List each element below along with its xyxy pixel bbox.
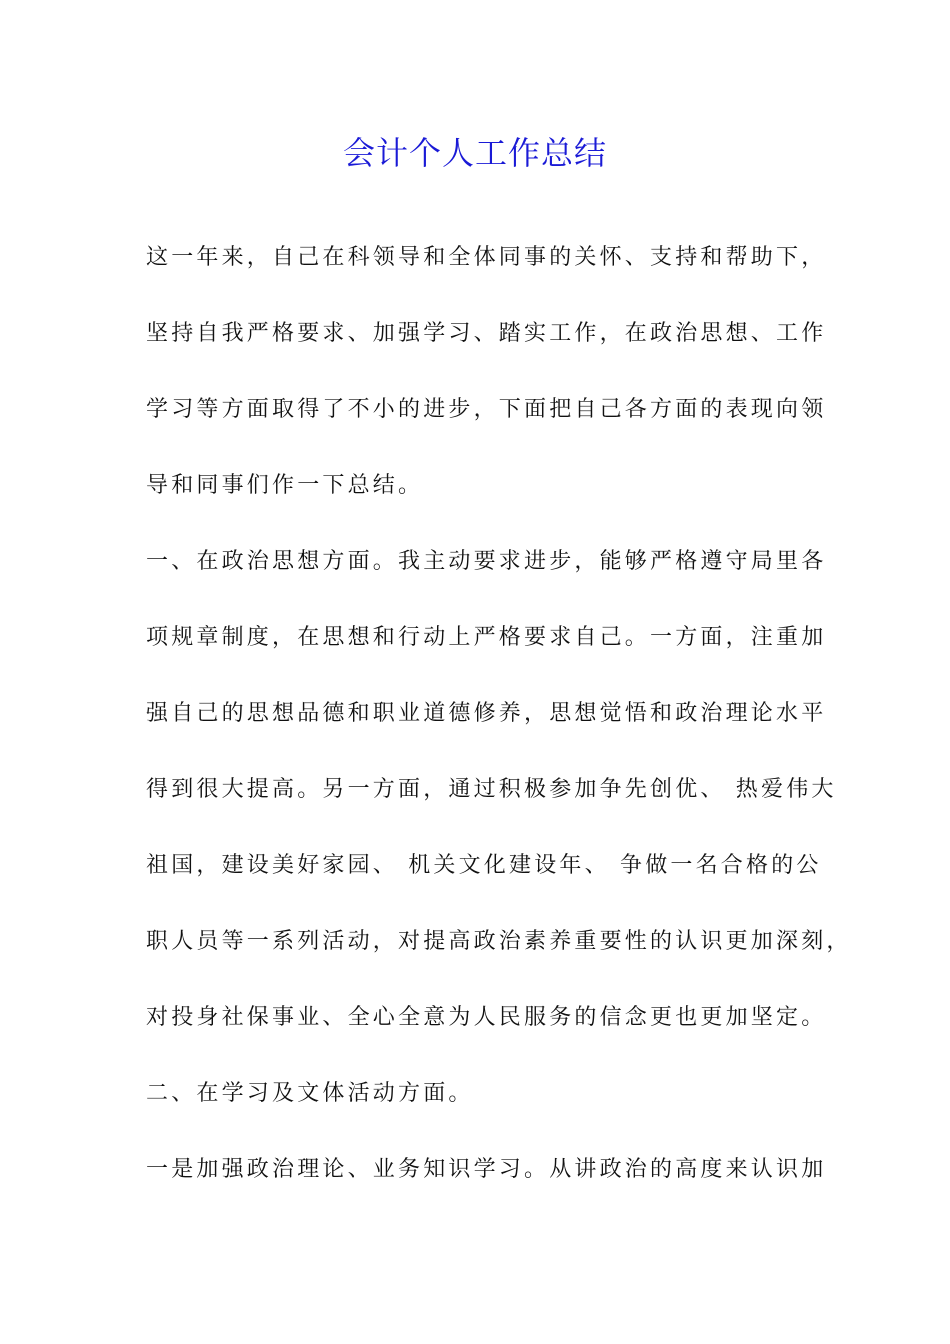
text-line: 学习等方面取得了不小的进步，下面把自己各方面的表现向领 [146, 397, 827, 422]
document-title: 会计个人工作总结 [342, 134, 607, 172]
text-line: 对投身社保事业、全心全意为人民服务的信念更也更加坚定。 [146, 1005, 827, 1030]
text-line: 一是加强政治理论、业务知识学习。从讲政治的高度来认识加 [146, 1157, 827, 1182]
text-line: 项规章制度，在思想和行动上严格要求自己。一方面，注重加 [146, 625, 827, 650]
document-body [146, 240, 852, 1228]
text-line: 职人员等一系列活动，对提高政治素养重要性的认识更加深刻， [146, 929, 852, 954]
text-line: 二、在学习及文体活动方面。 [146, 1081, 474, 1106]
text-line: 一、在政治思想方面。我主动要求进步，能够严格遵守局里各 [146, 549, 827, 574]
text-line: 强自己的思想品德和职业道德修养，思想觉悟和政治理论水平 [146, 701, 827, 726]
text-line: 这一年来，自己在科领导和全体同事的关怀、支持和帮助下， [146, 245, 827, 270]
text-line: 坚持自我严格要求、加强学习、踏实工作，在政治思想、工作 [146, 321, 827, 346]
text-line: 祖国，建设美好家园、 机关文化建设年、 争做一名合格的公 [146, 853, 822, 878]
text-line: 导和同事们作一下总结。 [146, 473, 424, 498]
text-line: 得到很大提高。另一方面，通过积极参加争先创优、 热爱伟大 [146, 777, 837, 802]
